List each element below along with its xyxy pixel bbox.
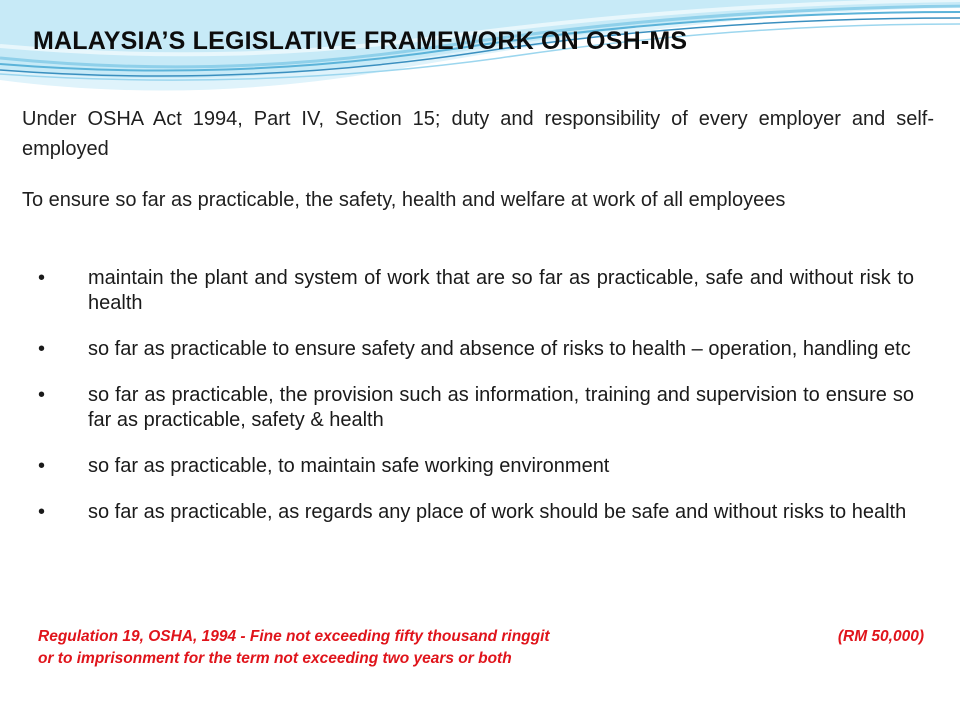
list-item [38, 454, 914, 479]
penalty-line-1: Regulation 19, OSHA, 1994 - Fine not exceeding fifty thousand ringgit [38, 628, 550, 645]
list-item [38, 266, 914, 316]
list-item [38, 337, 914, 362]
slide-title: MALAYSIA’S LEGISLATIVE FRAMEWORK ON OSH-MS [33, 27, 688, 55]
bullet-icon: • [38, 267, 46, 289]
bullet-icon: • [38, 338, 46, 360]
duty-bullet-list [38, 266, 914, 546]
list-item [38, 500, 914, 525]
bullet-text: maintain the plant and system of work that are so far as practicable, safe and without risk to health [88, 267, 914, 314]
penalty-note [38, 626, 924, 670]
bullet-text: so far as practicable to ensure safety and absence of risks to health – operation, handling etc [88, 338, 911, 360]
penalty-amount: (RM 50,000) [837, 628, 924, 645]
list-item [38, 383, 914, 433]
penalty-line-2: or to imprisonment for the term not exceeding two years or both [38, 650, 512, 667]
intro-paragraph: Under OSHA Act 1994, Part IV, Section 15; duty and responsibility of every employer and self-employed [22, 108, 934, 160]
bullet-icon: • [38, 384, 46, 406]
bullet-icon: • [38, 455, 46, 477]
duty-paragraph: To ensure so far as practicable, the safety, health and welfare at work of all employees [22, 189, 786, 211]
bullet-text: so far as practicable, the provision such as information, training and supervision to ensure so far as practicable, safety & health [88, 384, 914, 431]
bullet-text: so far as practicable, as regards any place of work should be safe and without risks to health [88, 501, 907, 523]
bullet-icon: • [38, 501, 46, 523]
bullet-text: so far as practicable, to maintain safe working environment [88, 455, 610, 477]
